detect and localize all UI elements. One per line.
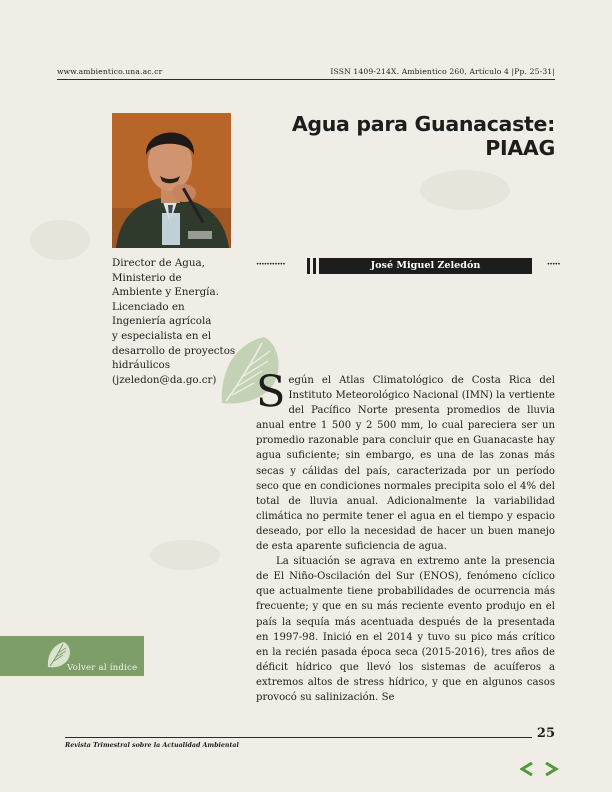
volver-label: Volver al índice — [67, 663, 138, 673]
bar-decoration — [313, 258, 316, 274]
bio-line: Licenciado en — [112, 300, 185, 313]
article-body — [256, 367, 555, 705]
bio-line: y especialista en el — [112, 329, 212, 342]
next-arrow-icon[interactable] — [546, 763, 556, 775]
header-rule — [57, 79, 555, 80]
bio-line: desarrollo de proyectos — [112, 344, 236, 357]
paper-texture — [150, 540, 220, 570]
paragraph-2: La situación se agrava en extremo ante la presencia de El Niño-Oscilación del Sur (ENOS), fenómeno cíclico que actualmente tiene probabilidades de ocurrencia más frecuente; y que en su más reciente evento produjo en el país la sequía más acentuada después de la presentada en 1997-98. Inició en el 2014 y tuvo su pico más crítico en la recién pasada época seca (2015-2016), tres años de déficit hídrico que llevó los sistemas de acuíferos a extremos altos de stress hídrico, y que en algunos casos provocó su salinización. Se — [256, 556, 555, 703]
page-number: 25 — [536, 726, 555, 741]
prev-arrow-icon[interactable] — [522, 763, 532, 775]
bio-line: hidráulicos — [112, 359, 171, 372]
bio-line: (jzeledon@da.go.cr) — [112, 373, 217, 386]
title-line-1: Agua para Guanacaste: — [291, 112, 555, 136]
bio-line: Ministerio de — [112, 271, 182, 284]
header-website: www.ambientico.una.ac.cr — [57, 67, 163, 76]
volver-al-indice-button[interactable] — [0, 636, 144, 676]
dots-decoration: ··········· — [256, 260, 285, 270]
author-name: José Miguel Zeledón — [319, 258, 532, 274]
paper-texture — [30, 220, 90, 260]
article-title — [292, 112, 555, 160]
paragraph-1 — [256, 367, 555, 554]
journal-name: Revista Trimestral sobre la Actualidad Ambiental — [65, 742, 239, 749]
bio-line: Director de Agua, — [112, 257, 205, 269]
paragraph-1-text: egún el Atlas Climatológico de Costa Rica del Instituto Meteorológico Nacional (IMN) la vertiente del Pacífico Norte presenta promedios de lluvia anual entre 1 500 y 2 500 mm, lo cual pareciera ser un promedio razonable para concluir que en Guanacaste hay agua suficiente; sin embargo, es una de las zonas más secas y cálidas del país, caracterizada por un período seco que en condiciones normales precipita solo el 4% del total de lluvia anual. Adicionalmente la variabilidad climática no permite tener el agua en el tiempo y espacio deseado, por ello la necesidad de hacer un buen manejo de esta aparente suficiencia de agua. — [256, 375, 555, 553]
title-line-2: PIAAG — [485, 136, 555, 160]
bar-decoration — [307, 258, 310, 274]
drop-cap: S — [256, 367, 286, 417]
paper-texture — [420, 170, 510, 210]
dots-decoration: ····· — [546, 260, 560, 270]
author-photo — [112, 113, 231, 248]
footer-rule — [65, 737, 532, 738]
bio-line: Ingeniería agrícola — [112, 315, 212, 328]
header-issn: ISSN 1409-214X. Ambientico 260, Artículo 4 |Pp. 25-31| — [330, 67, 555, 76]
page-navigation — [520, 761, 560, 780]
bio-line: Ambiente y Energía. — [112, 286, 219, 299]
author-banner — [256, 257, 560, 275]
